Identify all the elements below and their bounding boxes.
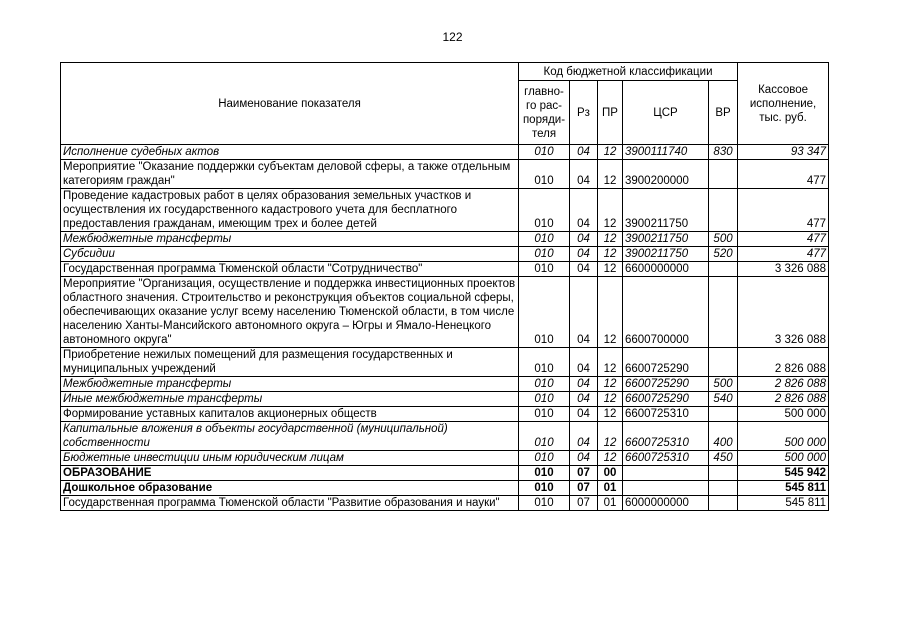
cell-vr	[709, 277, 738, 348]
cell-main-admin: 010	[519, 496, 570, 511]
cell-pr: 12	[598, 422, 623, 451]
cell-csr: 6600725310	[623, 407, 709, 422]
cell-rz: 07	[570, 496, 598, 511]
header-budget-code: Код бюджетной классификации	[519, 63, 738, 81]
cell-name: Исполнение судебных актов	[61, 145, 519, 160]
cell-vr	[709, 496, 738, 511]
cell-cash-value: 477	[738, 189, 829, 232]
table-row	[61, 160, 829, 189]
cell-csr	[623, 466, 709, 481]
cell-pr: 12	[598, 377, 623, 392]
cell-csr: 6600000000	[623, 262, 709, 277]
cell-name: Мероприятие "Оказание поддержки субъектам деловой сферы, а также отдельным категориям граждан"	[61, 160, 519, 189]
cell-main-admin: 010	[519, 451, 570, 466]
cell-main-admin: 010	[519, 466, 570, 481]
cell-pr: 01	[598, 481, 623, 496]
cell-name: Мероприятие "Организация, осуществление и поддержка инвестиционных проектов областного значения. Строительство и реконструкция объектов социальной сферы, обеспечивающих оказание услуг всему населению Тюменской области, в том числе населению Ханты-Мансийского автономного округа – Югры и Ямало-Ненецкого автономного округа"	[61, 277, 519, 348]
cell-name: Государственная программа Тюменской области "Сотрудничество"	[61, 262, 519, 277]
header-main-admin: главно-го рас-поряди-теля	[519, 81, 570, 145]
table-row	[61, 407, 829, 422]
cell-rz: 04	[570, 377, 598, 392]
cell-csr: 3900111740	[623, 145, 709, 160]
cell-name: Формирование уставных капиталов акционерных обществ	[61, 407, 519, 422]
table-row	[61, 348, 829, 377]
page-number: 122	[442, 30, 463, 44]
cell-cash-value: 545 811	[738, 496, 829, 511]
cell-vr	[709, 189, 738, 232]
cell-name: Приобретение нежилых помещений для размещения государственных и муниципальных учреждений	[61, 348, 519, 377]
cell-csr: 3900211750	[623, 247, 709, 262]
cell-main-admin: 010	[519, 407, 570, 422]
cell-csr: 6600725290	[623, 348, 709, 377]
cell-cash-value: 477	[738, 232, 829, 247]
cell-name: Капитальные вложения в объекты государственной (муниципальной) собственности	[61, 422, 519, 451]
table-row	[61, 277, 829, 348]
cell-rz: 07	[570, 466, 598, 481]
cell-pr: 12	[598, 262, 623, 277]
cell-pr: 12	[598, 232, 623, 247]
cell-rz: 04	[570, 189, 598, 232]
cell-name: Бюджетные инвестиции иным юридическим лицам	[61, 451, 519, 466]
cell-csr: 6600725290	[623, 377, 709, 392]
cell-rz: 04	[570, 392, 598, 407]
header-cash-execution: Кассовое исполнение, тыс. руб.	[738, 63, 829, 145]
cell-main-admin: 010	[519, 392, 570, 407]
cell-main-admin: 010	[519, 232, 570, 247]
cell-cash-value: 500 000	[738, 422, 829, 451]
cell-main-admin: 010	[519, 247, 570, 262]
cell-name: Государственная программа Тюменской области "Развитие образования и науки"	[61, 496, 519, 511]
cell-name: Межбюджетные трансферты	[61, 232, 519, 247]
cell-rz: 07	[570, 481, 598, 496]
budget-table	[60, 62, 829, 511]
cell-vr: 540	[709, 392, 738, 407]
cell-pr: 12	[598, 407, 623, 422]
cell-rz: 04	[570, 145, 598, 160]
cell-vr: 520	[709, 247, 738, 262]
cell-vr	[709, 407, 738, 422]
cell-pr: 12	[598, 247, 623, 262]
cell-cash-value: 477	[738, 160, 829, 189]
cell-csr: 3900211750	[623, 189, 709, 232]
cell-vr	[709, 481, 738, 496]
cell-vr: 400	[709, 422, 738, 451]
cell-rz: 04	[570, 348, 598, 377]
header-csr: ЦСР	[623, 81, 709, 145]
table-row	[61, 392, 829, 407]
cell-main-admin: 010	[519, 422, 570, 451]
header-vr: ВР	[709, 81, 738, 145]
cell-vr: 450	[709, 451, 738, 466]
cell-cash-value: 2 826 088	[738, 348, 829, 377]
cell-rz: 04	[570, 407, 598, 422]
cell-pr: 12	[598, 348, 623, 377]
cell-cash-value: 2 826 088	[738, 392, 829, 407]
table-row	[61, 262, 829, 277]
cell-cash-value: 545 942	[738, 466, 829, 481]
cell-csr: 6600725290	[623, 392, 709, 407]
cell-rz: 04	[570, 160, 598, 189]
cell-name: Межбюджетные трансферты	[61, 377, 519, 392]
cell-rz: 04	[570, 247, 598, 262]
cell-pr: 12	[598, 145, 623, 160]
cell-main-admin: 010	[519, 481, 570, 496]
cell-name: Субсидии	[61, 247, 519, 262]
cell-cash-value: 2 826 088	[738, 377, 829, 392]
cell-pr: 12	[598, 277, 623, 348]
cell-csr: 6000000000	[623, 496, 709, 511]
cell-vr: 500	[709, 232, 738, 247]
cell-cash-value: 3 326 088	[738, 277, 829, 348]
table-row	[61, 451, 829, 466]
cell-rz: 04	[570, 451, 598, 466]
table-row	[61, 189, 829, 232]
cell-vr: 830	[709, 145, 738, 160]
cell-csr	[623, 481, 709, 496]
cell-pr: 12	[598, 451, 623, 466]
header-pr: ПР	[598, 81, 623, 145]
cell-cash-value: 93 347	[738, 145, 829, 160]
cell-csr: 3900211750	[623, 232, 709, 247]
table-row	[61, 466, 829, 481]
cell-pr: 01	[598, 496, 623, 511]
cell-cash-value: 500 000	[738, 407, 829, 422]
cell-main-admin: 010	[519, 277, 570, 348]
cell-vr	[709, 160, 738, 189]
cell-rz: 04	[570, 262, 598, 277]
table-row	[61, 481, 829, 496]
cell-rz: 04	[570, 277, 598, 348]
cell-pr: 00	[598, 466, 623, 481]
cell-main-admin: 010	[519, 377, 570, 392]
cell-rz: 04	[570, 422, 598, 451]
cell-cash-value: 3 326 088	[738, 262, 829, 277]
cell-vr	[709, 262, 738, 277]
cell-name: Дошкольное образование	[61, 481, 519, 496]
cell-csr: 6600725310	[623, 422, 709, 451]
cell-vr	[709, 348, 738, 377]
cell-pr: 12	[598, 160, 623, 189]
cell-main-admin: 010	[519, 348, 570, 377]
cell-name: Иные межбюджетные трансферты	[61, 392, 519, 407]
table-row	[61, 232, 829, 247]
cell-name: Проведение кадастровых работ в целях образования земельных участков и осуществления их государственного кадастрового учета для бесплатного предоставления гражданам, имеющим трех и более детей	[61, 189, 519, 232]
cell-cash-value: 500 000	[738, 451, 829, 466]
cell-name: ОБРАЗОВАНИЕ	[61, 466, 519, 481]
cell-rz: 04	[570, 232, 598, 247]
cell-csr: 3900200000	[623, 160, 709, 189]
cell-main-admin: 010	[519, 160, 570, 189]
header-rz: Рз	[570, 81, 598, 145]
cell-main-admin: 010	[519, 189, 570, 232]
cell-pr: 12	[598, 189, 623, 232]
cell-vr: 500	[709, 377, 738, 392]
cell-csr: 6600725310	[623, 451, 709, 466]
cell-csr: 6600700000	[623, 277, 709, 348]
cell-vr	[709, 466, 738, 481]
header-name: Наименование показателя	[61, 63, 519, 145]
cell-cash-value: 477	[738, 247, 829, 262]
table-row	[61, 496, 829, 511]
table-body	[61, 145, 829, 511]
table-row	[61, 422, 829, 451]
cell-pr: 12	[598, 392, 623, 407]
cell-main-admin: 010	[519, 145, 570, 160]
table-row	[61, 377, 829, 392]
cell-main-admin: 010	[519, 262, 570, 277]
cell-cash-value: 545 811	[738, 481, 829, 496]
table-row	[61, 247, 829, 262]
table-row	[61, 145, 829, 160]
